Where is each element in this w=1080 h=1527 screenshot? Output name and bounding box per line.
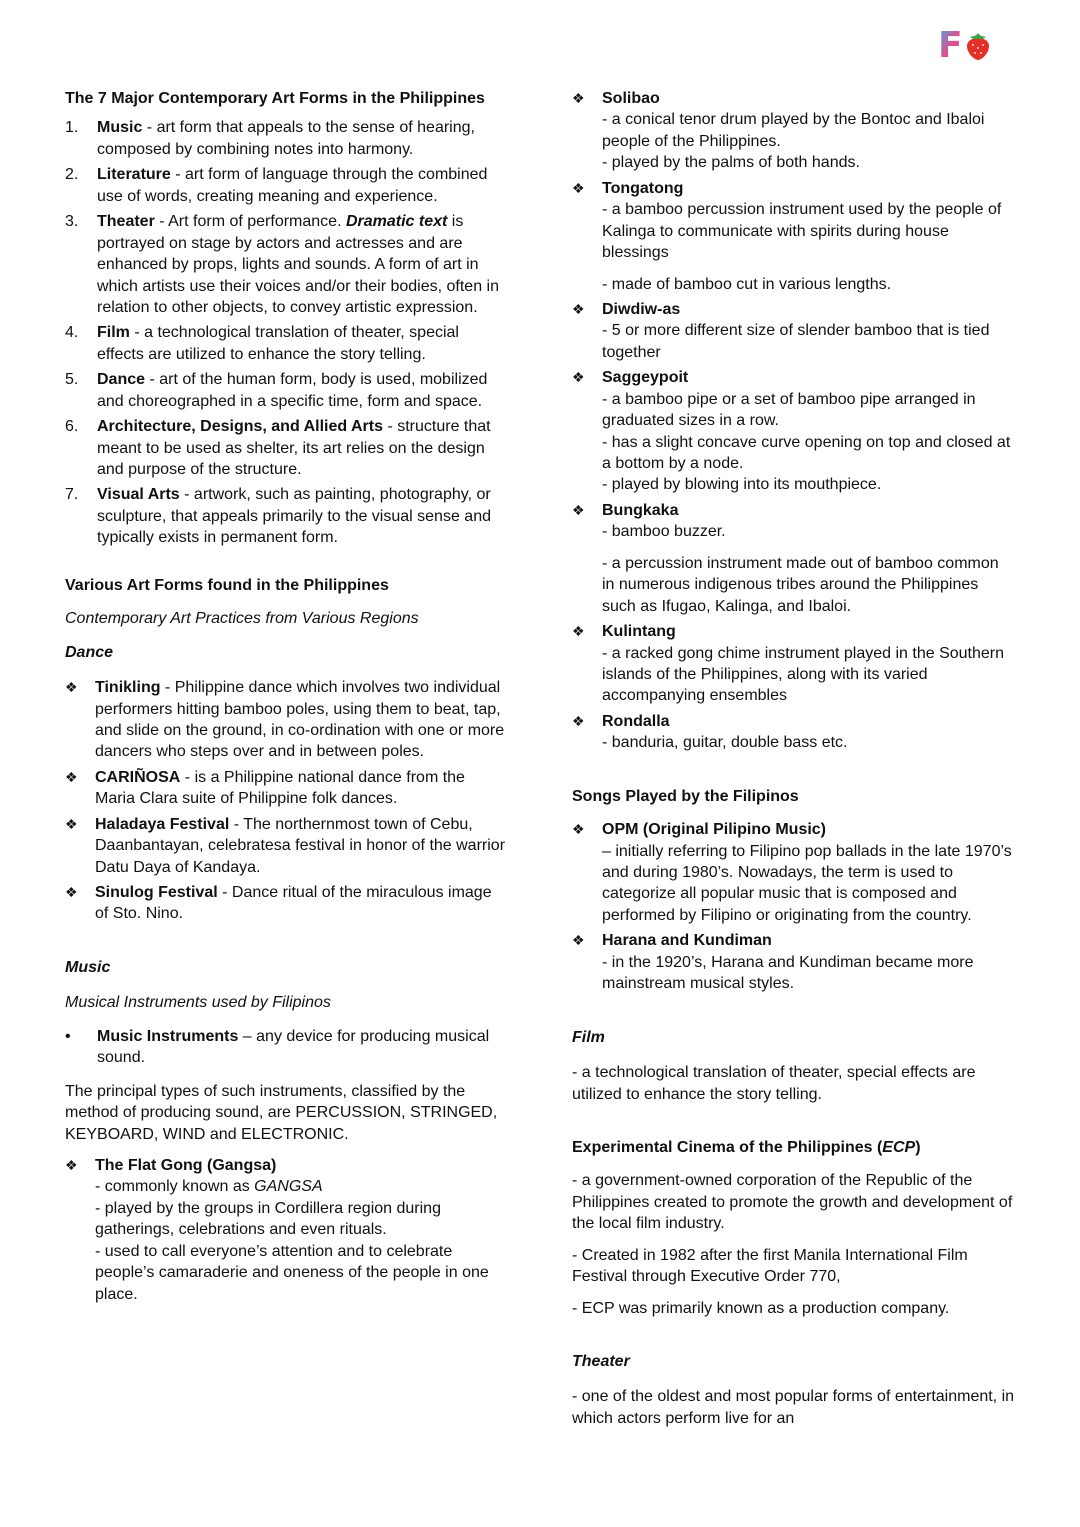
list-item xyxy=(65,767,508,810)
text-run: - art form that appeals to the sense of hearing, composed by combining notes into harmony. xyxy=(97,119,475,158)
text-run: - a technological translation of theater, special effects are utilized to enhance the story telling. xyxy=(572,1064,976,1103)
list-item-text xyxy=(602,299,1015,363)
list-item xyxy=(65,1155,508,1305)
text-run: - artwork, such as painting, photography, or sculpture, that appeals primarily to the visual sense and typically exists in permanent form. xyxy=(97,486,491,547)
list-item-text xyxy=(95,767,508,810)
list-item xyxy=(572,621,1015,707)
section-heading xyxy=(572,786,1015,807)
text-line xyxy=(602,152,1015,173)
list-item xyxy=(65,484,508,548)
text-run: - Created in 1982 after the first Manila International Film Festival through Executive Order 770, xyxy=(572,1246,968,1286)
paragraph xyxy=(65,1081,508,1145)
text-run: - is a Philippine national dance from the Maria Clara suite of Philippine folk dances. xyxy=(95,768,465,808)
text-run: Dance xyxy=(97,371,146,389)
text-run: Theater xyxy=(97,213,155,231)
text-run: - used to call everyone’s attention and to celebrate people’s camaraderie and oneness of the people in one place. xyxy=(95,1242,489,1303)
text-run: Tongatong xyxy=(602,179,684,197)
text-run: - bamboo buzzer. xyxy=(602,523,726,541)
paragraph xyxy=(572,1170,1015,1234)
list-item-text xyxy=(97,1026,508,1069)
list-item-text xyxy=(97,484,508,548)
list-item xyxy=(572,367,1015,496)
list-item-text xyxy=(97,322,508,365)
text-line xyxy=(602,367,1015,388)
paragraph xyxy=(572,1062,1015,1105)
text-run: - art of the human form, body is used, mobilized and choreographed in a specific time, form and space. xyxy=(97,371,488,410)
text-line xyxy=(602,432,1015,475)
list-item xyxy=(572,819,1015,926)
text-line xyxy=(602,643,1015,707)
text-run: - a technological translation of theater, special effects are utilized to enhance the story telling. xyxy=(97,324,459,363)
text-line xyxy=(602,841,1015,927)
diamond-bullet-icon: ❖ xyxy=(572,712,585,729)
text-run: - a bamboo pipe or a set of bamboo pipe arranged in graduated sizes in a row. xyxy=(602,390,976,430)
diamond-bullet-icon: ❖ xyxy=(572,501,585,518)
text-run: is portrayed on stage by actors and actresses and are enhanced by props, lights and sounds. A form of art in which artists use their voices and/or their bodies, often in relation to other objects, to convey artistic expression. xyxy=(97,213,499,316)
list-item-text xyxy=(602,367,1015,496)
music-instruments-definition-list xyxy=(65,1026,508,1069)
bullet-dot-icon: • xyxy=(65,1027,71,1045)
text-run: - The northernmost town of Cebu, Daanbantayan, celebratesa festival in honor of the warrior Datu Daya of Kandaya. xyxy=(95,815,506,876)
text-run: Musical Instruments used by Filipinos xyxy=(65,994,331,1012)
section-subheading xyxy=(65,992,508,1013)
logo-letter: F xyxy=(938,25,963,66)
list-item xyxy=(572,88,1015,174)
text-run: Bungkaka xyxy=(602,501,679,519)
text-run: - Philippine dance which involves two individual performers hitting bamboo poles, using them to beat, tap, and slide on the ground, in co-ordination with one or more dancers who steps over and in between poles. xyxy=(95,679,505,761)
text-run: Saggeypoit xyxy=(602,369,689,387)
list-item-text xyxy=(602,500,1015,617)
text-line xyxy=(97,164,508,207)
text-run: Experimental Cinema of the Philippines ( xyxy=(572,1138,883,1156)
text-line xyxy=(602,819,1015,840)
two-column-layout xyxy=(65,88,1015,1439)
text-run: Various Art Forms found in the Philippines xyxy=(65,576,389,594)
text-run: - structure that meant to be used as shelter, its art relies on the design and purpose of the structure. xyxy=(97,418,491,478)
diamond-bullet-icon: ❖ xyxy=(572,369,585,386)
diamond-bullet-icon: ❖ xyxy=(65,884,78,900)
list-item xyxy=(65,677,508,763)
diamond-bullet-icon: ❖ xyxy=(65,679,78,696)
list-item xyxy=(572,500,1015,617)
text-line xyxy=(602,88,1015,109)
text-line xyxy=(97,1026,508,1069)
text-run: - Art form of performance. xyxy=(154,213,346,231)
text-line xyxy=(602,474,1015,495)
list-item-text xyxy=(95,882,508,925)
text-line xyxy=(602,500,1015,521)
text-line xyxy=(97,211,508,318)
text-line xyxy=(602,109,1015,152)
list-item-text xyxy=(602,711,1015,754)
paragraph xyxy=(572,1245,1015,1288)
text-run: CARIÑOSA xyxy=(95,768,181,786)
text-line xyxy=(602,274,1015,295)
text-run: ECP xyxy=(882,1138,916,1156)
text-line xyxy=(97,322,508,365)
list-item-text xyxy=(97,164,508,207)
list-item-text xyxy=(97,117,508,160)
text-run: The Flat Gong (Gangsa) xyxy=(95,1156,277,1174)
text-run: Songs Played by the Filipinos xyxy=(572,787,799,805)
text-line xyxy=(95,1176,508,1197)
text-line xyxy=(602,199,1015,263)
text-run: - Dance ritual of the miraculous image of Sto. Nino. xyxy=(95,884,492,923)
left-column xyxy=(65,88,508,1439)
text-run: Rondalla xyxy=(602,712,670,730)
text-run: - commonly known as xyxy=(95,1178,255,1196)
genre-heading-dance xyxy=(65,642,508,663)
text-run: Kulintang xyxy=(602,623,676,641)
text-line xyxy=(95,1241,508,1305)
list-item-text xyxy=(97,416,508,480)
text-run: – initially referring to Filipino pop ballads in the late 1970’s and during 1980’s. Nowadays, the term is used to categorize all popular music that is composed and performed by Filipino or originating from the country. xyxy=(602,842,1012,924)
section-heading xyxy=(572,1137,1015,1158)
diamond-bullet-icon: ❖ xyxy=(65,815,78,832)
text-run: Music xyxy=(97,119,143,137)
text-run: - a racked gong chime instrument played in the Southern islands of the Philippines, along with its varied accompanying ensembles xyxy=(602,644,1005,705)
text-line xyxy=(602,711,1015,732)
text-run: Dance xyxy=(65,643,114,661)
list-item xyxy=(572,930,1015,994)
item-number: 4. xyxy=(65,324,79,342)
strawberry-icon xyxy=(967,33,989,60)
list-item xyxy=(65,164,508,207)
list-item xyxy=(572,299,1015,363)
text-line xyxy=(95,767,508,810)
list-item-text xyxy=(97,369,508,412)
diamond-bullet-icon: ❖ xyxy=(572,932,585,949)
list-item-text xyxy=(602,178,1015,295)
text-run: The 7 Major Contemporary Art Forms in the Philippines xyxy=(65,90,485,107)
text-run: - art form of language through the combined use of words, creating meaning and experience. xyxy=(97,166,488,205)
list-item-text xyxy=(602,819,1015,926)
document-title xyxy=(65,88,508,109)
text-line xyxy=(95,677,508,763)
list-item-text xyxy=(95,814,508,878)
text-run: - played by the groups in Cordillera region during gatherings, celebrations and even rituals. xyxy=(95,1199,441,1239)
text-line xyxy=(602,732,1015,753)
text-run: Music Instruments xyxy=(97,1027,239,1045)
text-run: ) xyxy=(915,1138,921,1156)
list-item-text xyxy=(602,88,1015,174)
diamond-bullet-icon: ❖ xyxy=(572,90,585,106)
text-run: - 5 or more different size of slender bamboo that is tied together xyxy=(602,322,990,361)
right-column xyxy=(572,88,1015,1439)
item-number: 5. xyxy=(65,371,79,389)
dance-forms-list xyxy=(65,677,508,925)
text-run: Haladaya Festival xyxy=(95,815,230,833)
text-run: - one of the oldest and most popular forms of entertainment, in which actors perform live for an xyxy=(572,1388,1015,1427)
text-run: Film xyxy=(572,1028,605,1046)
text-run: Theater xyxy=(572,1353,630,1370)
text-run: - a conical tenor drum played by the Bontoc and Ibaloi people of the Philippines. xyxy=(602,111,985,150)
paragraph xyxy=(572,1386,1015,1429)
item-number: 1. xyxy=(65,119,79,137)
text-run: - has a slight concave curve opening on top and closed at a bottom by a node. xyxy=(602,433,1011,472)
text-run: Diwdiw-as xyxy=(602,300,681,318)
list-item-text xyxy=(97,211,508,318)
list-item xyxy=(65,814,508,878)
item-number: 2. xyxy=(65,166,79,184)
text-line xyxy=(602,952,1015,995)
text-run: Music xyxy=(65,958,111,976)
text-run: - played by blowing into its mouthpiece. xyxy=(602,476,882,494)
text-run: Contemporary Art Practices from Various Regions xyxy=(65,610,419,628)
section-heading xyxy=(65,575,508,596)
diamond-bullet-icon: ❖ xyxy=(65,1156,78,1173)
instrument-list xyxy=(572,88,1015,754)
item-number: 7. xyxy=(65,486,79,504)
list-item xyxy=(65,369,508,412)
list-item-text xyxy=(602,621,1015,707)
list-item xyxy=(65,322,508,365)
list-item-text xyxy=(602,930,1015,994)
text-line xyxy=(97,117,508,160)
text-run: Sinulog Festival xyxy=(95,884,218,901)
text-line xyxy=(95,814,508,878)
item-number: 3. xyxy=(65,213,79,231)
text-run: - banduria, guitar, double bass etc. xyxy=(602,734,848,752)
list-item xyxy=(65,1026,508,1069)
text-line xyxy=(602,930,1015,951)
text-run: OPM (Original Pilipino Music) xyxy=(602,821,827,839)
text-run: Film xyxy=(97,324,130,342)
text-line xyxy=(97,369,508,412)
text-run: Solibao xyxy=(602,90,660,107)
art-forms-list xyxy=(65,117,508,548)
text-run: Literature xyxy=(97,166,171,184)
text-line xyxy=(602,553,1015,617)
list-item xyxy=(572,178,1015,295)
paragraph xyxy=(572,1298,1015,1319)
text-line xyxy=(602,299,1015,320)
item-number: 6. xyxy=(65,418,79,436)
text-line xyxy=(602,621,1015,642)
text-run: - played by the palms of both hands. xyxy=(602,154,860,172)
list-item xyxy=(65,882,508,925)
text-line xyxy=(602,521,1015,542)
text-line xyxy=(95,1155,508,1176)
text-run: Architecture, Designs, and Allied Arts xyxy=(97,418,383,436)
text-run: – any device for producing musical sound. xyxy=(97,1027,490,1067)
list-item xyxy=(65,117,508,160)
text-line xyxy=(97,484,508,548)
instrument-list xyxy=(65,1155,508,1305)
diamond-bullet-icon: ❖ xyxy=(572,623,585,640)
list-item xyxy=(65,211,508,318)
text-run: - a government-owned corporation of the Republic of the Philippines created to promote the growth and development of the local film industry. xyxy=(572,1172,1013,1233)
list-item xyxy=(65,416,508,480)
text-run: Tinikling xyxy=(95,679,161,697)
text-run: Dramatic text xyxy=(345,213,448,231)
list-item-text xyxy=(95,1155,508,1305)
genre-heading-music xyxy=(65,957,508,978)
text-run: - in the 1920’s, Harana and Kundiman became more mainstream musical styles. xyxy=(602,953,974,993)
text-run: - a percussion instrument made out of bamboo common in numerous indigenous tribes around the Philippines such as Ifugao, Kalinga, and Ibaloi. xyxy=(602,554,999,615)
text-run: - made of bamboo cut in various lengths. xyxy=(602,275,892,293)
text-line xyxy=(97,416,508,480)
text-line xyxy=(602,320,1015,363)
list-item xyxy=(572,711,1015,754)
text-run: GANGSA xyxy=(254,1178,323,1196)
genre-heading-theater xyxy=(572,1351,1015,1372)
list-item-text xyxy=(95,677,508,763)
text-line xyxy=(95,1198,508,1241)
text-line xyxy=(95,882,508,925)
app-logo xyxy=(936,24,996,66)
diamond-bullet-icon: ❖ xyxy=(572,300,585,317)
genre-heading-film xyxy=(572,1027,1015,1048)
text-run: Harana and Kundiman xyxy=(602,932,772,950)
diamond-bullet-icon: ❖ xyxy=(572,821,585,838)
section-subheading xyxy=(65,608,508,629)
logo-graphic xyxy=(936,24,996,66)
text-run: Visual Arts xyxy=(97,486,180,504)
songs-list xyxy=(572,819,1015,995)
text-line xyxy=(602,389,1015,432)
text-run: The principal types of such instruments, classified by the method of producing sound, are PERCUSSION, STRINGED, KEYBOARD, WIND and ELECTRONIC. xyxy=(65,1082,498,1143)
diamond-bullet-icon: ❖ xyxy=(572,179,585,196)
text-line xyxy=(602,178,1015,199)
diamond-bullet-icon: ❖ xyxy=(65,768,78,785)
text-run: - a bamboo percussion instrument used by the people of Kalinga to communicate with spirits during house blessings xyxy=(602,201,1002,262)
text-run: - ECP was primarily known as a production company. xyxy=(572,1299,950,1317)
